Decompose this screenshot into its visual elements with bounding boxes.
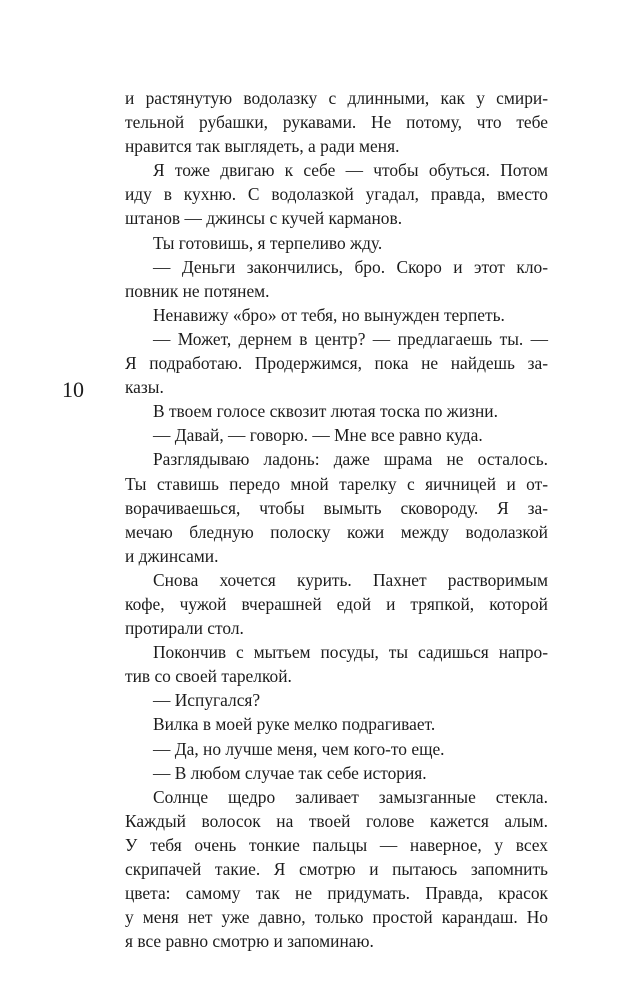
text-line: У тебя очень тонкие пальцы — наверное, у всех xyxy=(125,834,548,855)
text-line: повник не потянем. xyxy=(125,280,270,301)
text-line: Ты готовишь, я терпеливо жду. xyxy=(153,232,383,253)
text-line: Разглядываю ладонь: даже шрама не осталось. xyxy=(153,449,548,470)
text-line: Покончив с мытьем посуды, ты садишься напро- xyxy=(153,642,548,663)
text-line: кофе, чужой вчерашней едой и тряпкой, которой xyxy=(125,593,548,614)
text-line: и растянутую водолазку с длинными, как у смири- xyxy=(125,88,548,108)
text-line: тельной рубашки, рукавами. Не потому, что тебе xyxy=(125,112,548,133)
text-line: тив со своей тарелкой. xyxy=(125,666,292,687)
text-line: — Да, но лучше меня, чем кого-то еще. xyxy=(153,738,445,759)
text-line: — Давай, — говорю. — Мне все равно куда. xyxy=(153,425,483,446)
text-line: ворачиваешься, чтобы вымыть сковороду. Я за- xyxy=(125,497,548,518)
text-line: Ненавижу «бро» от тебя, но вынужден терпеть. xyxy=(153,304,505,325)
text-line: и джинсами. xyxy=(125,545,219,566)
text-line: — Испугался? xyxy=(153,690,261,711)
text-line: Солнце щедро заливает замызганные стекла. xyxy=(153,786,548,807)
text-line: скрипачей такие. Я смотрю и пытаюсь запомнить xyxy=(125,859,548,879)
text-line: штанов — джинсы с кучей карманов. xyxy=(125,208,403,229)
text-line: Снова хочется курить. Пахнет растворимым xyxy=(153,569,548,590)
text-line: Ты ставишь передо мной тарелку с яичницей и от- xyxy=(125,473,548,494)
text-line: — В любом случае так себе история. xyxy=(153,762,427,783)
text-line: казы. xyxy=(125,377,164,398)
text-line: В твоем голосе сквозит лютая тоска по жизни. xyxy=(153,401,498,422)
text-line: я все равно смотрю и запоминаю. xyxy=(125,931,374,952)
text-line: иду в кухню. С водолазкой угадал, правда, вместо xyxy=(125,184,548,205)
text-line: протирали стол. xyxy=(125,618,244,639)
text-line: мечаю бледную полоску кожи между водолазкой xyxy=(125,521,548,542)
text-line: Я подработаю. Продержимся, пока не найдешь за- xyxy=(125,353,548,374)
text-line: — Деньги закончились, бро. Скоро и этот кло- xyxy=(153,256,548,277)
body-text xyxy=(125,86,548,953)
text-line: у меня нет уже давно, только простой карандаш. Но xyxy=(125,907,548,928)
text-line: цвета: самому так не придумать. Правда, красок xyxy=(125,883,548,904)
text-line: Я тоже двигаю к себе — чтобы обуться. Потом xyxy=(153,160,548,181)
margin-line-number: 10 xyxy=(62,377,84,402)
text-line: Каждый волосок на твоей голове кажется алым. xyxy=(125,810,548,831)
text-line: Вилка в моей руке мелко подрагивает. xyxy=(153,714,436,735)
text-line: — Может, дернем в центр? — предлагаешь ты. — xyxy=(153,328,548,349)
text-line: нравится так выглядеть, а ради меня. xyxy=(125,136,400,157)
